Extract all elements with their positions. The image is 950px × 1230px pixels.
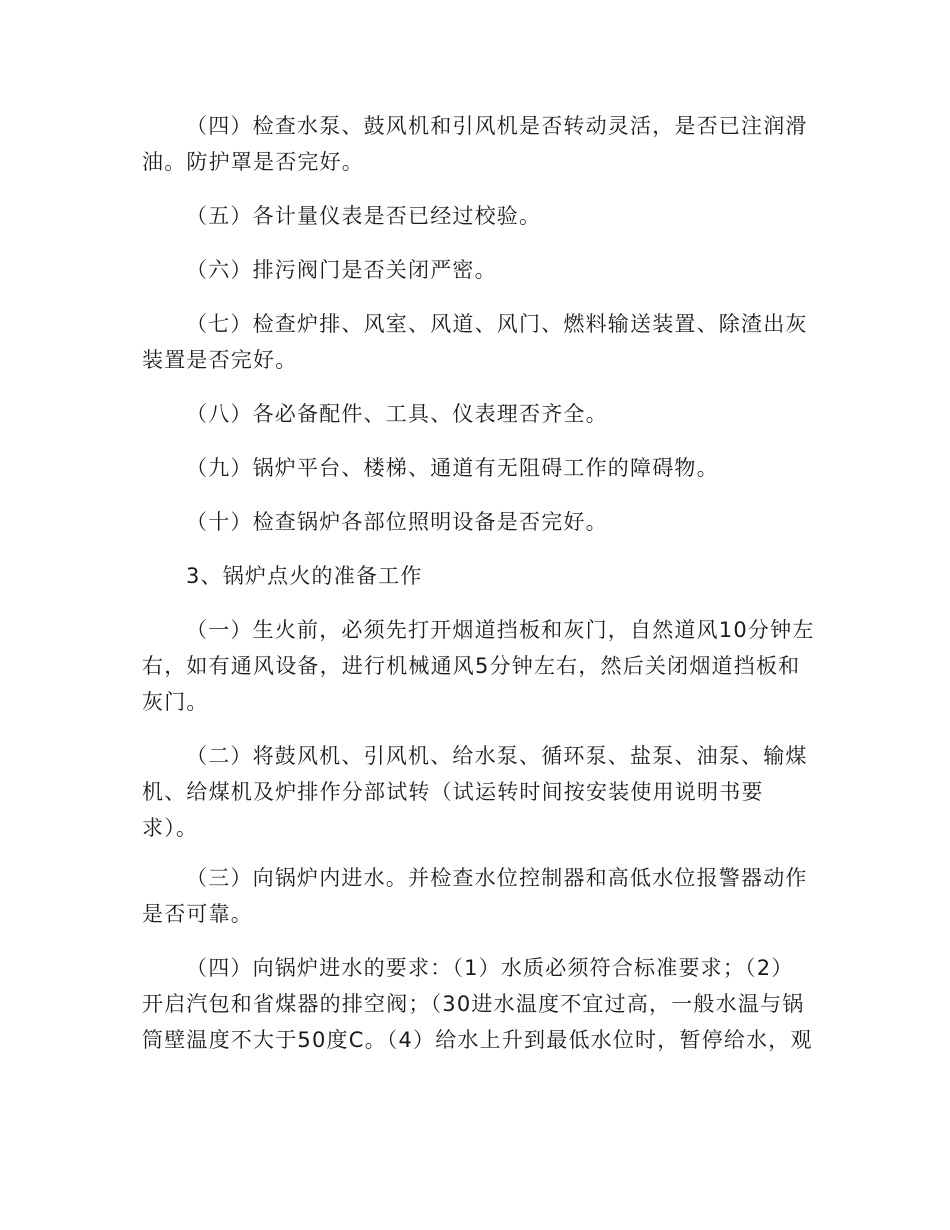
paragraph-drain-valves (142, 252, 822, 288)
paragraph-water-requirements (142, 950, 822, 1058)
text-line: （八）各必备配件、工具、仪表理否齐全。 (186, 402, 608, 426)
text-line: 右，如有通风设备，进行机械通风5分钟左右，然后关闭烟道挡板和 (142, 654, 801, 678)
text-line: （五）各计量仪表是否已经过校验。 (186, 204, 542, 228)
text-line: 开启汽包和省煤器的排空阀；（30进水温度不宜过高，一般水温与锅 (142, 992, 805, 1016)
paragraph-meters-calibrated (142, 198, 822, 234)
text-line: （二）将鼓风机、引风机、给水泵、循环泵、盐泵、油泵、输煤 (186, 744, 808, 768)
paragraph-trial-run (142, 738, 822, 846)
text-line: （四）检查水泵、鼓风机和引风机是否转动灵活，是否已注润滑 (186, 114, 808, 138)
text-line: （一）生火前，必须先打开烟道挡板和灰门，自然道风10分钟左 (186, 618, 815, 642)
text-line: （十）检查锅炉各部位照明设备是否完好。 (186, 510, 608, 534)
text-line: 求）。 (142, 816, 199, 840)
text-line: 油。防护罩是否完好。 (142, 150, 364, 174)
paragraph-before-firing (142, 612, 822, 720)
paragraph-check-pumps-fans (142, 108, 822, 180)
paragraph-lighting (142, 504, 822, 540)
paragraph-check-grate-ducts (142, 306, 822, 378)
text-line: （七）检查炉排、风室、风道、风门、燃料输送装置、除渣出灰 (186, 312, 808, 336)
text-line: （六）排污阀门是否关闭严密。 (186, 258, 497, 282)
text-line: 灰门。 (142, 690, 209, 714)
text-line: （九）锅炉平台、楼梯、通道有无阻碍工作的障碍物。 (186, 456, 719, 480)
paragraph-fill-water (142, 860, 822, 932)
paragraph-platform-stairs (142, 450, 822, 486)
text-line: 3、锅炉点火的准备工作 (186, 564, 423, 588)
text-line: （四）向锅炉进水的要求：（1）水质必须符合标准要求；（2） (186, 956, 794, 980)
section-heading-ignition-preparation (142, 558, 822, 594)
text-line: 机、给煤机及炉排作分部试转（试运转时间按安装使用说明书要 (142, 780, 764, 804)
paragraph-spare-parts-tools (142, 396, 822, 432)
text-line: 装置是否完好。 (142, 348, 298, 372)
text-line: （三）向锅炉内进水。并检查水位控制器和高低水位报警器动作 (186, 866, 808, 890)
text-line: 筒壁温度不大于50度C。（4）给水上升到最低水位时，暂停给水，观 (142, 1028, 813, 1052)
text-line: 是否可靠。 (142, 902, 253, 926)
